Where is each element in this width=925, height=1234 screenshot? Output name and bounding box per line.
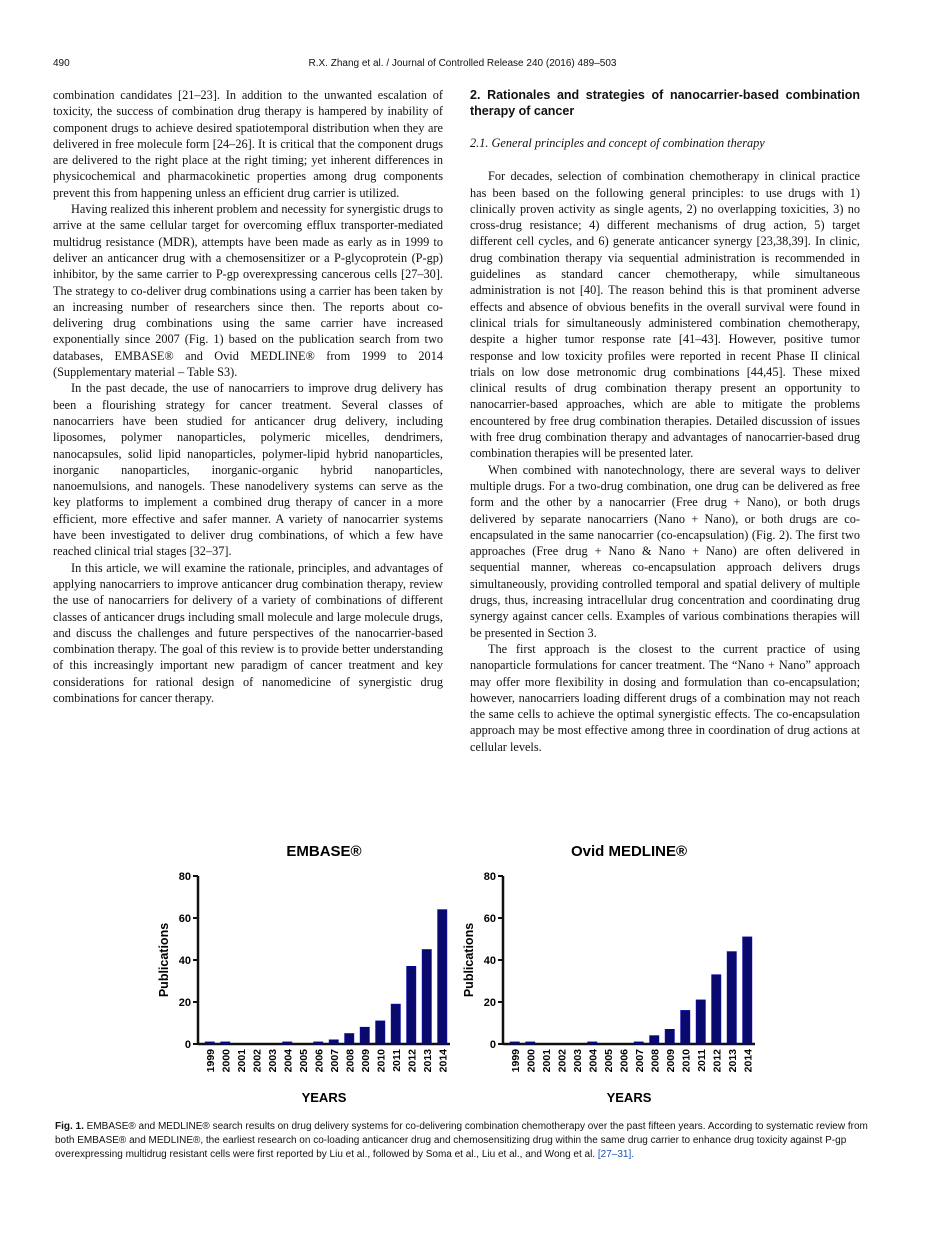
page-number: 490 <box>53 58 70 69</box>
x-tick-label: 2009 <box>359 1049 372 1073</box>
bar-2008 <box>345 1034 354 1045</box>
x-tick-label: 2007 <box>328 1049 341 1073</box>
x-tick-label: 2014 <box>742 1049 755 1073</box>
bar-2000 <box>526 1042 535 1044</box>
x-tick-label: 2004 <box>587 1049 600 1073</box>
y-tick-label: 80 <box>178 871 191 883</box>
medline-chart <box>455 838 765 1108</box>
x-tick-label: 2008 <box>649 1049 662 1073</box>
bar-1999 <box>205 1042 214 1044</box>
bar-2007 <box>634 1042 643 1044</box>
caption-text: EMBASE® and MEDLINE® search results on drug delivery systems for co-delivering combination chemotherapy over the past fifteen years. According to systematic review from both EMBASE® and MEDLINE®, the earliest research on co-loading anticancer drug and chemosensitizing drug within the same drug carrier to enhance drug toxicity against P-gp overexpressing multidrug resistant cells were first reported by Liu et al., followed by Soma et al., Liu et al., and Wong et al. <box>55 1121 868 1160</box>
left-column <box>53 87 443 706</box>
x-tick-label: 2003 <box>266 1049 279 1073</box>
y-tick-label: 20 <box>178 997 191 1009</box>
bar-2012 <box>712 975 721 1044</box>
bar-2010 <box>681 1010 690 1044</box>
right-column <box>470 87 860 755</box>
x-tick-label: 2008 <box>344 1049 357 1073</box>
x-tick-label: 2004 <box>282 1049 295 1073</box>
bar-2013 <box>727 952 736 1044</box>
bar-2011 <box>696 1000 705 1044</box>
y-tick-label: 80 <box>483 871 496 883</box>
running-head: R.X. Zhang et al. / Journal of Controlled Release 240 (2016) 489–503 <box>308 58 617 69</box>
x-axis-label: YEARS <box>606 1090 652 1105</box>
x-tick-label: 2013 <box>726 1049 739 1073</box>
bar-2014 <box>743 937 752 1044</box>
x-tick-label: 2013 <box>421 1049 434 1073</box>
embase-chart <box>150 838 460 1108</box>
x-axis-label: YEARS <box>301 1090 347 1105</box>
x-tick-label: 2002 <box>556 1049 569 1073</box>
chart-title: Ovid MEDLINE® <box>570 843 688 860</box>
bar-2004 <box>588 1042 597 1044</box>
x-tick-label: 2006 <box>618 1049 631 1073</box>
x-tick-label: 2003 <box>571 1049 584 1073</box>
x-tick-label: 2010 <box>375 1049 388 1073</box>
section-title: 2. Rationales and strategies of nanocarrier-based combination therapy of cancer <box>470 88 860 118</box>
x-tick-label: 2014 <box>437 1049 450 1073</box>
x-tick-label: 2011 <box>390 1049 403 1072</box>
x-tick-label: 2007 <box>633 1049 646 1073</box>
bar-2009 <box>360 1027 369 1044</box>
y-axis-label: Publications <box>157 922 171 998</box>
x-tick-label: 2010 <box>680 1049 693 1073</box>
paragraph: When combined with nanotechnology, there are several ways to deliver multiple drugs. For a two-drug combination, one drug can be delivered as free form and the other by a nanocarrier (Free drug + Nano), or both drugs delivered by separate nanocarriers (Nano + Nano), or both drugs are co-encapsulated in the same nanocarrier (co-encapsulation) (Fig. 2). The first two approaches (Free drug + Nano & Nano + Nano) are often delivered in sequential manner, whereas co-encapsulation approach delivers drugs simultaneously, providing controlled temporal and spatial delivery of multiple drugs, thus, increasing intracellular drug concentration and coordinating drug synergy against cancer cells. Examples of various combinations therapies will be presented in Section 3. <box>470 462 860 640</box>
paragraph: combination candidates [21–23]. In addition to the unwanted escalation of toxicity, the success of combination drug therapy is hampered by inability of component drugs to achieve desired spatiotemporal distribution when they are delivered in free molecule form [24–26]. It is critical that the component drugs are delivered to the right place at the right timing; yet inherent differences in physicochemical and pharmacokinetic properties among drug components prevent this from happening unless an efficient drug carrier is utilized. <box>53 88 443 200</box>
bar-2010 <box>376 1021 385 1044</box>
paragraph: In this article, we will examine the rationale, principles, and advantages of applying nanocarriers to improve anticancer drug combination therapy, review the use of nanocarriers for delivery of a variety of combinations of different classes of anticancer drugs including small molecule and large molecule drugs, and discuss the challenges and future perspectives of the nanocarrier-based combination therapy. The goal of this review is to provide better understanding of this increasingly important new paradigm of cancer treatment and key considerations for rational design of nanomedicine of synergistic drug combinations for cancer therapy. <box>53 560 443 705</box>
bar-2007 <box>329 1040 338 1044</box>
caption-label: Fig. 1. <box>55 1121 84 1132</box>
bar-2008 <box>650 1036 659 1044</box>
bar-2000 <box>221 1042 230 1044</box>
x-tick-label: 2000 <box>220 1049 233 1073</box>
y-tick-label: 0 <box>489 1039 496 1051</box>
chart-title: EMBASE® <box>286 843 362 860</box>
x-tick-label: 2012 <box>711 1049 724 1073</box>
bar-2011 <box>391 1004 400 1044</box>
paragraph: For decades, selection of combination chemotherapy in clinical practice has been based on the following general principles: to use drugs with 1) clinically proven activity as single agents, 2) no overlapping toxicities, 3) no cross-drug resistance; 4) different mechanisms of drug action, 5) target different cell cycles, and 6) generate anticancer synergy [23,38,39]. In clinic, drug combination therapy via sequential administration is recommended in guidelines as standard cancer chemotherapy, while simultaneous administration is not [40]. The reason behind this is that prominent adverse effects and absence of obvious benefits in the overall survival were found in clinical trials for simultaneously administered combination chemotherapy, despite a higher tumor response rate [41–43]. However, positive tumor response and low toxicity profiles were reported in recent Phase II clinical trials on low dose metronomic drug combinations [44,45]. These mixed clinical results of drug combination therapy present an opportunity to nanocarrier-based approaches, which are able to mitigate the problems encountered by free drug combination therapies. Detailed discussion of issues with free drug combination therapy and advantages of nanocarrier-based drug combination therapies will be presented later. <box>470 169 860 461</box>
bar-2013 <box>422 950 431 1045</box>
x-tick-label: 1999 <box>204 1049 217 1073</box>
x-tick-label: 2011 <box>695 1049 708 1072</box>
x-tick-label: 2002 <box>251 1049 264 1073</box>
paragraph: Having realized this inherent problem and necessity for synergistic drugs to arrive at the same cellular target for overcoming efflux transporter-mediated multidrug resistance (MDR), attempts have been made as early as in 1999 to deliver an anticancer drug with a chemosensitizer or a P-glycoprotein (P-gp) inhibitor, by the same carrier to P-gp overexpressing cancerous cells [27–30]. The strategy to co-deliver drug combinations using a carrier has been taken by an increasing number of researchers since then. The reports about co-delivering drug combinations using the same carrier have increased exponentially since 2007 (Fig. 1) based on the publication search from two databases, EMBASE® and Ovid MEDLINE® from 1999 to 2014 (Supplementary material – Table S3). <box>53 202 443 380</box>
x-tick-label: 1999 <box>509 1049 522 1073</box>
caption-reference-link[interactable]: [27–31]. <box>597 1149 635 1160</box>
x-tick-label: 2009 <box>664 1049 677 1073</box>
y-tick-label: 40 <box>483 955 496 967</box>
x-tick-label: 2000 <box>525 1049 538 1073</box>
x-tick-label: 2001 <box>540 1049 553 1073</box>
bar-2014 <box>438 910 447 1044</box>
x-tick-label: 2001 <box>235 1049 248 1073</box>
x-tick-label: 2012 <box>406 1049 419 1073</box>
y-tick-label: 20 <box>483 997 496 1009</box>
bar-2006 <box>314 1042 323 1044</box>
y-tick-label: 0 <box>184 1039 191 1051</box>
paragraph: The first approach is the closest to the current practice of using nanoparticle formulations for cancer treatment. The “Nano + Nano” approach may offer more flexibility in dosing and formulation than co-encapsulation; however, nanocarriers loading different drugs of a combination may not reach the same cells to achieve the optimal synergistic effects. The co-encapsulation approach may be most effective among three in coordination of drug actions at cellular levels. <box>470 641 860 754</box>
y-tick-label: 40 <box>178 955 191 967</box>
figure-caption <box>55 1120 870 1162</box>
paragraph: In the past decade, the use of nanocarriers to improve drug delivery has been a flourishing strategy for cancer treatment. Several classes of nanocarriers have been studied for anticancer drug delivery, including liposomes, polymer nanoparticles, polymeric micelles, dendrimers, nanocapsules, solid lipid nanoparticles, polymer-lipid hybrid nanoparticles, inorganic nanoparticles, inorganic-organic hybrid nanoparticles, nanoemulsions, and nanogels. These nanodelivery systems can serve as the key platforms to implement a combined drug therapy of cancer in a more efficient, more effective and safer manner. A variety of nanocarrier systems have been investigated to deliver drug combinations, of which a few have reached clinical trial stages [32–37]. <box>53 381 443 559</box>
bar-2012 <box>407 966 416 1044</box>
x-tick-label: 2005 <box>602 1049 615 1073</box>
y-axis-label: Publications <box>462 922 476 998</box>
x-tick-label: 2005 <box>297 1049 310 1073</box>
x-tick-label: 2006 <box>313 1049 326 1073</box>
subsection-title: 2.1. General principles and concept of combination therapy <box>470 136 765 150</box>
y-tick-label: 60 <box>178 913 191 925</box>
bar-1999 <box>510 1042 519 1044</box>
bar-2004 <box>283 1042 292 1044</box>
y-tick-label: 60 <box>483 913 496 925</box>
bar-2009 <box>665 1029 674 1044</box>
